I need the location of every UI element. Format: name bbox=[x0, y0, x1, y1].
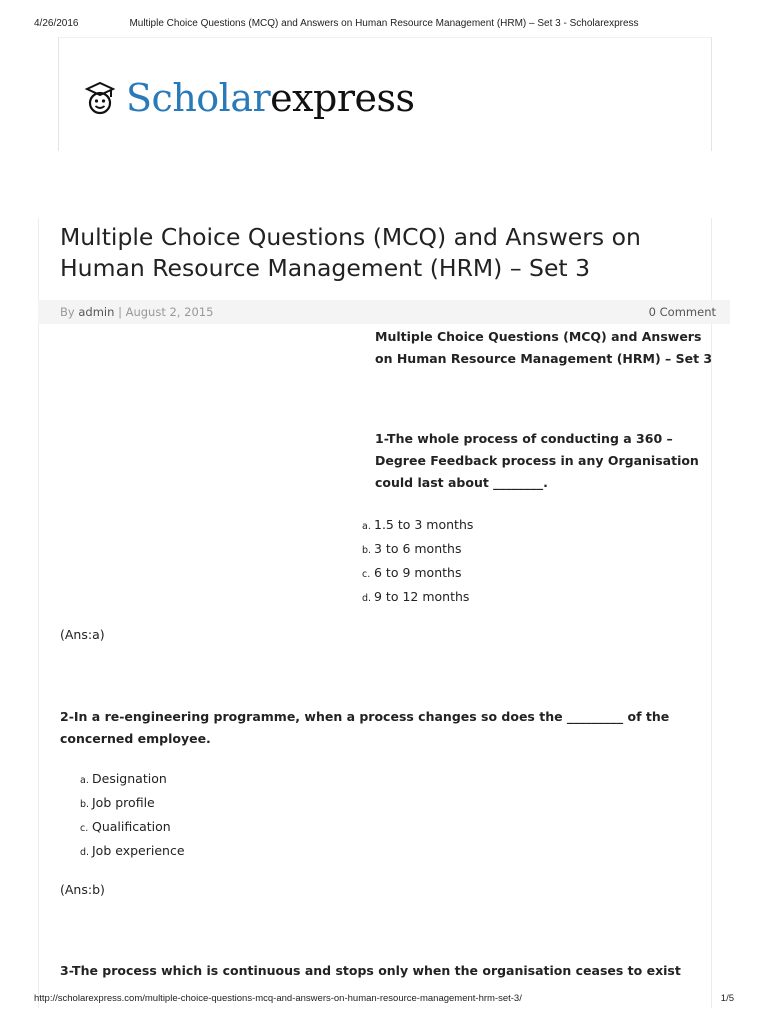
print-document-title: Multiple Choice Questions (MCQ) and Answers on Human Resource Management (HRM) – Set 3 - Scholarexpress bbox=[129, 18, 639, 29]
print-url: http://scholarexpress.com/multiple-choice-questions-mcq-and-answers-on-human-resource-management-hrm-set-3/ bbox=[34, 993, 522, 1004]
print-page-number: 1/5 bbox=[720, 993, 734, 1004]
print-footer bbox=[0, 993, 768, 1007]
option-marker: d. bbox=[362, 593, 372, 604]
logo-part-scholar: Scholar bbox=[126, 76, 271, 120]
byline-separator: | bbox=[118, 305, 122, 319]
question-1-answer: (Ans:a) bbox=[60, 627, 105, 642]
graduate-cap-face-icon bbox=[84, 80, 116, 116]
option-marker: b. bbox=[80, 799, 90, 810]
option-c bbox=[362, 562, 473, 586]
byline-by: By bbox=[60, 305, 75, 319]
option-marker: d. bbox=[80, 847, 90, 858]
option-b bbox=[80, 792, 185, 816]
option-text: Job profile bbox=[92, 795, 155, 810]
post-byline bbox=[60, 305, 213, 319]
question-2: 2-In a re-engineering programme, when a process changes so does the _________ of the concerned employee. bbox=[60, 709, 670, 746]
option-marker: c. bbox=[362, 569, 371, 580]
question-1-options bbox=[362, 514, 473, 610]
option-marker: a. bbox=[362, 521, 371, 532]
question-2-options bbox=[80, 768, 185, 864]
option-text: Qualification bbox=[92, 819, 171, 834]
option-text: 9 to 12 months bbox=[374, 589, 470, 604]
option-d bbox=[362, 586, 473, 610]
post-date: August 2, 2015 bbox=[125, 305, 214, 319]
option-a bbox=[362, 514, 473, 538]
option-b bbox=[362, 538, 473, 562]
site-logo[interactable] bbox=[84, 70, 415, 126]
question-1: 1-The whole process of conducting a 360 – Degree Feedback process in any Organisation could last about ________. bbox=[375, 431, 699, 490]
option-marker: a. bbox=[80, 775, 89, 786]
comments-link[interactable]: 0 Comment bbox=[648, 305, 716, 319]
author-link[interactable]: admin bbox=[78, 305, 115, 319]
post-intro: Multiple Choice Questions (MCQ) and Answers on Human Resource Management (HRM) – Set 3 bbox=[375, 329, 713, 366]
option-c bbox=[80, 816, 185, 840]
question-2-answer: (Ans:b) bbox=[60, 882, 105, 897]
logo-wordmark bbox=[126, 76, 415, 120]
post-meta bbox=[38, 300, 730, 324]
post-title: Multiple Choice Questions (MCQ) and Answers on Human Resource Management (HRM) – Set 3 bbox=[60, 223, 641, 282]
print-date: 4/26/2016 bbox=[34, 18, 79, 29]
print-header bbox=[0, 18, 768, 32]
logo-part-express: express bbox=[270, 76, 415, 120]
option-text: Job experience bbox=[92, 843, 185, 858]
option-a bbox=[80, 768, 185, 792]
option-text: 6 to 9 months bbox=[374, 565, 462, 580]
option-marker: b. bbox=[362, 545, 372, 556]
option-text: 3 to 6 months bbox=[374, 541, 462, 556]
question-3: 3-The process which is continuous and stops only when the organisation ceases to exist bbox=[60, 963, 681, 978]
option-text: Designation bbox=[92, 771, 167, 786]
option-marker: c. bbox=[80, 823, 89, 834]
option-text: 1.5 to 3 months bbox=[374, 517, 474, 532]
option-d bbox=[80, 840, 185, 864]
